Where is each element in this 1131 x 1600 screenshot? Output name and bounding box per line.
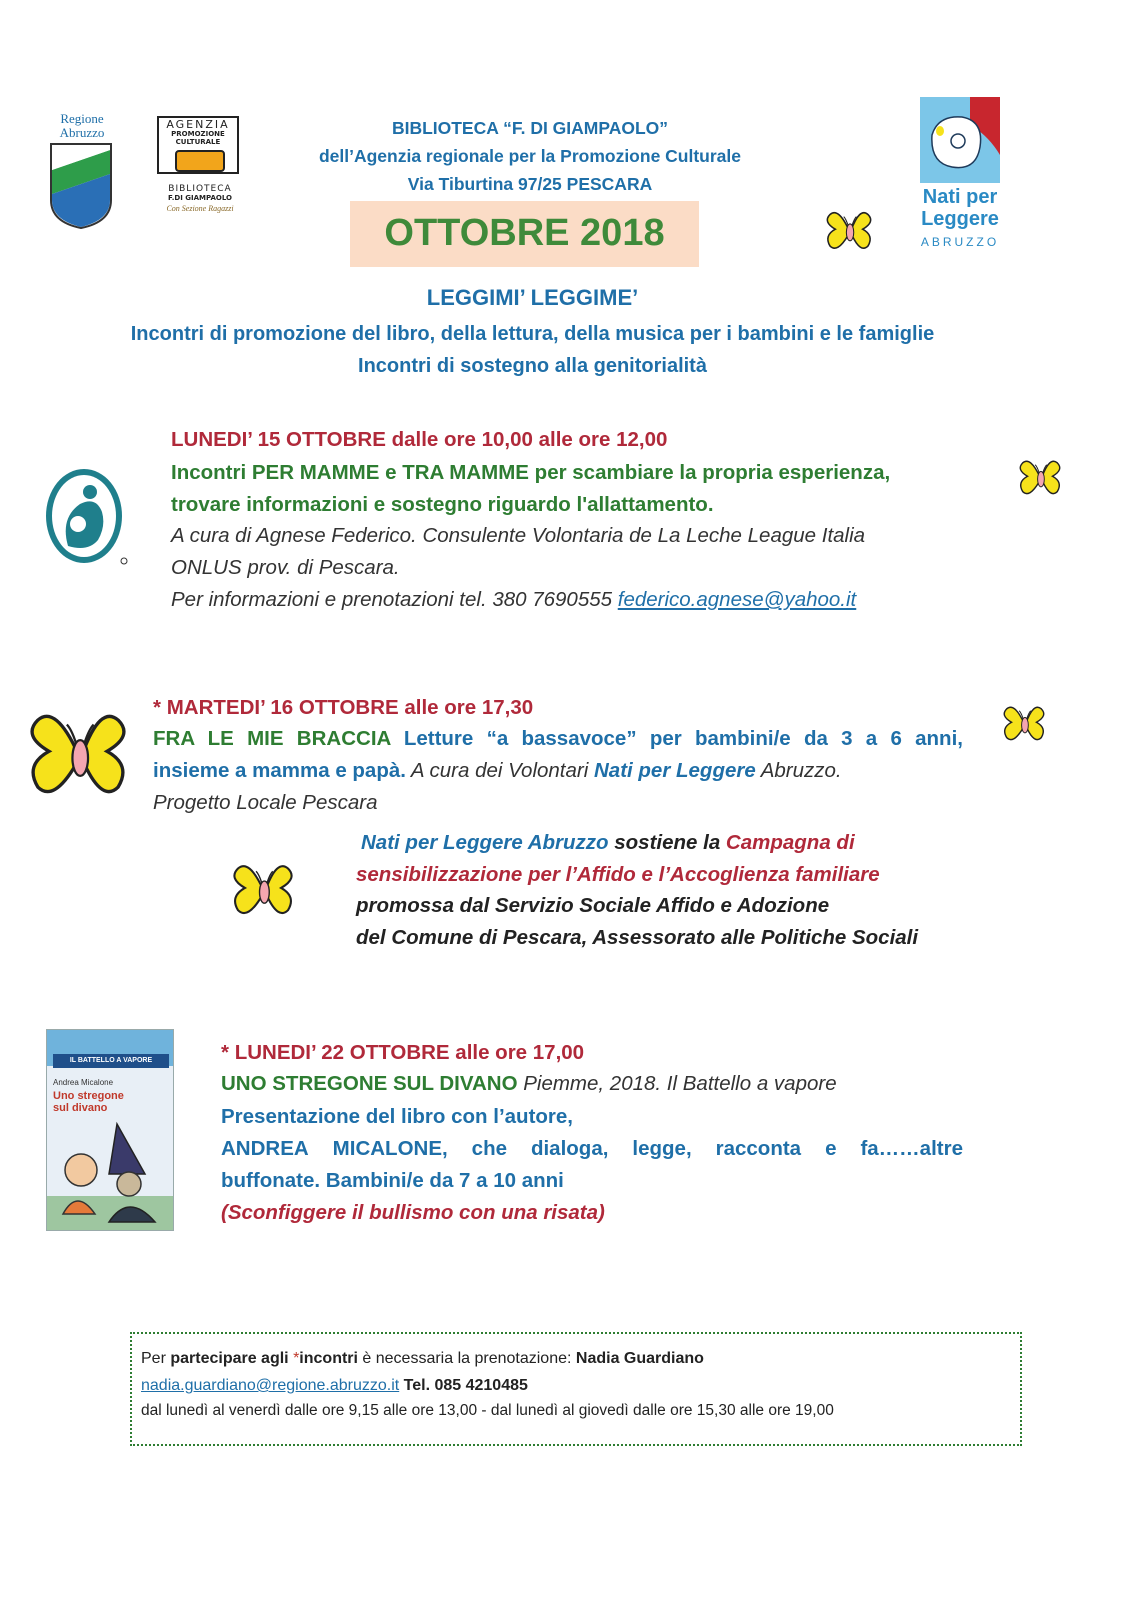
agenzia-logo-line5: Con Sezione Ragazzi: [166, 204, 234, 213]
book-series: IL BATTELLO A VAPORE: [53, 1054, 169, 1068]
book-cover-image: [46, 1029, 174, 1231]
booking-star: *: [293, 1350, 300, 1367]
event3-word: racconta: [715, 1137, 802, 1160]
event1-datetime: LUNEDI’ 15 OTTOBRE dalle ore 10,00 alle ore 12,00: [171, 428, 668, 451]
library-name: BIBLIOTECA “F. DI GIAMPAOLO”: [391, 118, 669, 138]
event1-contact-line: [171, 588, 856, 612]
campaign-line-1: [361, 831, 855, 855]
la-leche-league-logo-icon: [44, 466, 128, 571]
event1-desc-2: trovare informazioni e sostegno riguardo l'allattamento.: [171, 493, 714, 516]
event3-title-line: [221, 1072, 837, 1096]
event1-curator-2: ONLUS prov. di Pescara.: [171, 556, 400, 579]
campaign-mid: sostiene la: [608, 831, 726, 854]
agenzia-logo-line1: AGENZIA: [166, 118, 230, 131]
event3-desc-2: [221, 1137, 963, 1161]
event2-curator-line: [153, 759, 842, 783]
agency-name: dell’Agenzia regionale per la Promozione Culturale: [318, 146, 742, 166]
event2-desc-2: insieme a mamma e papà.: [153, 759, 406, 782]
event1-title: Incontri PER MAMME e TRA MAMME: [171, 461, 529, 484]
event3-word: e: [825, 1137, 837, 1160]
library-header: [240, 114, 820, 198]
event2-desc-1: Letture “a bassavoce” per bambini/e da 3 a 6 anni,: [390, 727, 963, 750]
campaign-line-3: promossa dal Servizio Sociale Affido e Adozione: [356, 894, 830, 917]
event3-word: fa……altre: [860, 1137, 963, 1160]
event3-datetime-line: [221, 1041, 584, 1065]
booking-bold: partecipare agli: [170, 1350, 294, 1367]
intro-line-2: Incontri di sostegno alla genitorialità: [358, 355, 707, 377]
program-subtitle: LEGGIMI’ LEGGIME’: [426, 285, 639, 310]
event3-word: che: [471, 1137, 507, 1160]
booking-pre: Per: [141, 1350, 171, 1367]
event3-word: ANDREA: [221, 1137, 309, 1160]
nati-per-leggere-wordmark: [905, 186, 1015, 230]
book-title: [53, 1090, 124, 1114]
butterfly-icon: [22, 700, 134, 811]
event2-curator-post: Abruzzo.: [755, 759, 842, 782]
event1-title-line: [171, 461, 890, 485]
event2-title-line: [153, 727, 963, 751]
event3-publisher: Piemme, 2018. Il Battello a vapore: [517, 1072, 837, 1095]
agenzia-logo-line4: F.DI GIAMPAOLO: [167, 194, 232, 202]
booking-bold-2: incontri: [299, 1350, 358, 1367]
butterfly-icon: [822, 205, 876, 260]
event3-word: legge,: [632, 1137, 692, 1160]
event2-datetime-line: [153, 696, 533, 720]
booking-hours: dal lunedì al venerdì dalle ore 9,15 alle ore 13,00 - dal lunedì al giovedì dalle ore 15,30 alle ore 19,00: [141, 1402, 834, 1419]
campaign-line-2: sensibilizzazione per l’Affido e l’Accoglienza familiare: [356, 863, 880, 886]
butterfly-icon: [228, 856, 298, 927]
event1-curator-1: A cura di Agnese Federico. Consulente Volontaria de La Leche League Italia: [171, 524, 866, 547]
booking-name: Nadia Guardiano: [575, 1350, 704, 1367]
booking-line-2: [141, 1377, 528, 1395]
book-illustration-icon: [47, 1118, 173, 1230]
agenzia-logo-line3: BIBLIOTECA: [168, 184, 232, 194]
event3-desc-1: Presentazione del libro con l’autore,: [221, 1105, 573, 1128]
event2-curator-pre: A cura dei Volontari: [405, 759, 594, 782]
event2-datetime: MARTEDI’ 16 OTTOBRE alle ore 17,30: [166, 696, 534, 719]
agenzia-promozione-culturale-logo: [155, 114, 245, 224]
event3-datetime: LUNEDI’ 22 OTTOBRE alle ore 17,00: [234, 1041, 585, 1064]
event1-contact: Per informazioni e prenotazioni tel. 380 7690555: [171, 588, 618, 611]
event2-title: FRA LE MIE BRACCIA: [153, 727, 391, 750]
booking-line-1: [141, 1350, 704, 1368]
event1-desc-1: per scambiare la propria esperienza,: [528, 461, 891, 484]
month-title: OTTOBRE 2018: [384, 212, 665, 254]
nati-per-leggere-logo-icon: [918, 95, 1002, 185]
booking-mid: è necessaria la prenotazione:: [357, 1350, 576, 1367]
butterfly-icon: [1000, 700, 1048, 751]
event1-email-link[interactable]: federico.agnese@yahoo.it: [617, 588, 857, 611]
booking-email-link[interactable]: nadia.guardiano@regione.abruzzo.it: [141, 1377, 400, 1394]
event3-tagline: (Sconfiggere il bullismo con una risata): [221, 1201, 605, 1224]
event3-word: MICALONE,: [332, 1137, 448, 1160]
booking-phone: Tel. 085 4210485: [399, 1377, 528, 1394]
intro-line-1: Incontri di promozione del libro, della lettura, della musica per i bambini e le famiglie: [130, 323, 935, 345]
book-title-2: sul divano: [53, 1102, 108, 1114]
event3-star: *: [221, 1041, 235, 1064]
pc-emblem-icon: [175, 150, 225, 172]
event3-word: dialoga,: [530, 1137, 609, 1160]
campaign-red-1: Campagna di: [725, 831, 855, 854]
program-intro: [40, 318, 1025, 382]
butterfly-icon: [1016, 454, 1064, 505]
book-title-1: Uno stregone: [53, 1090, 124, 1102]
npl-line1: Nati per: [922, 186, 998, 208]
library-address: Via Tiburtina 97/25 PESCARA: [407, 174, 653, 194]
npl-line2: Leggere: [921, 208, 999, 230]
campaign-npl: Nati per Leggere Abruzzo: [361, 831, 609, 854]
event2-curator-npl: Nati per Leggere: [593, 759, 756, 782]
book-author: Andrea Micalone: [53, 1078, 114, 1087]
booking-info-box: [130, 1332, 1022, 1446]
event3-desc-3: buffonate. Bambini/e da 7 a 10 anni: [221, 1169, 564, 1192]
campaign-line-4: del Comune di Pescara, Assessorato alle Politiche Sociali: [356, 926, 919, 949]
event3-title: UNO STREGONE SUL DIVANO: [221, 1072, 518, 1095]
event2-project: Progetto Locale Pescara: [153, 791, 378, 814]
regione-abruzzo-shield-icon: [48, 142, 114, 230]
event2-star: *: [153, 696, 167, 719]
npl-region: ABRUZZO: [920, 235, 1000, 249]
agenzia-logo-line2: PROMOZIONE CULTURALE: [171, 130, 225, 146]
regione-abruzzo-label: Regione Abruzzo: [59, 111, 105, 140]
